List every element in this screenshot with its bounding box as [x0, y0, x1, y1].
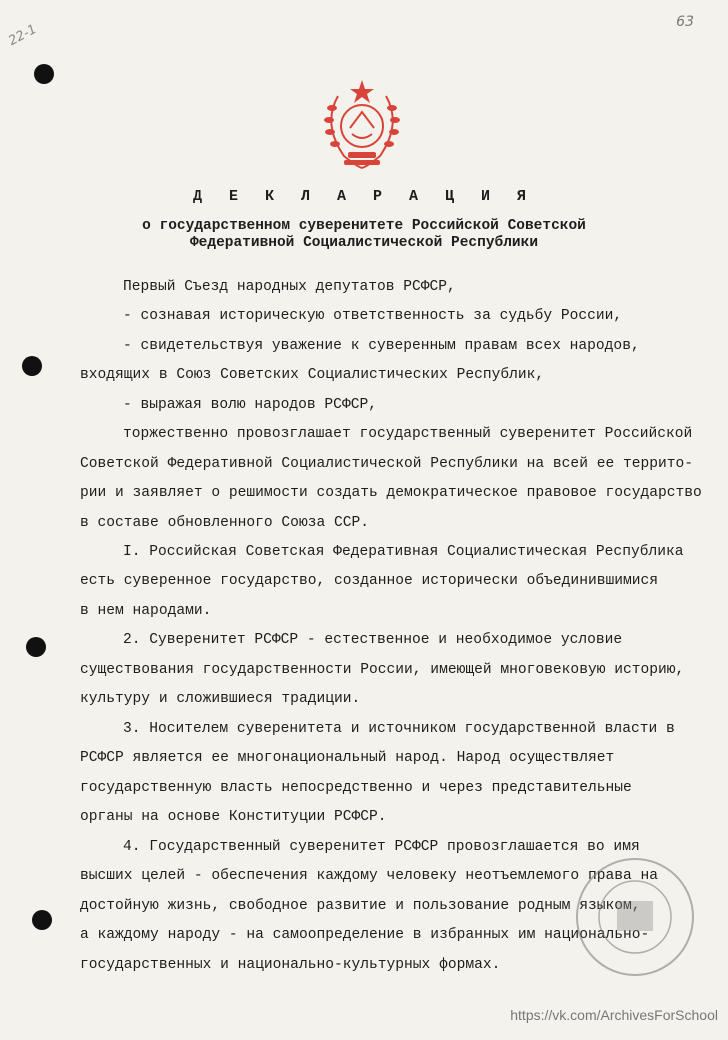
body-line: Первый Съезд народных депутатов РСФСР, [123, 279, 456, 295]
body-line: - выражая волю народов РСФСР, [123, 397, 377, 413]
archive-stamp [573, 855, 697, 979]
rsfsr-emblem-icon [318, 78, 406, 170]
body-line: культуру и сложившиеся традиции. [80, 691, 361, 707]
body-line: I. Российская Советская Федеративная Социалистическая Республика [123, 544, 684, 560]
body-line: 3. Носителем суверенитета и источником государственной власти в [123, 721, 675, 737]
punch-hole [26, 637, 46, 657]
body-line: рии и заявляет о решимости создать демократическое правовое государство [80, 485, 702, 501]
body-line: - сознавая историческую ответственность за судьбу России, [123, 308, 623, 324]
page-number: 63 [676, 14, 694, 30]
body-line: РСФСР является ее многонациональный народ. Народ осуществляет [80, 750, 615, 766]
body-line: высших целей - обеспечения каждому человеку неотъемлемого права на [80, 868, 659, 884]
punch-hole [22, 356, 42, 376]
body-line: в нем народами. [80, 603, 212, 619]
body-line: государственную власть непосредственно и через представительные [80, 780, 632, 796]
document-title: Д Е К Л А Р А Ц И Я [192, 188, 536, 205]
body-line: в составе обновленного Союза ССР. [80, 515, 370, 531]
body-line: а каждому народу - на самоопределение в избранных им национально- [80, 927, 650, 943]
body-line: Советской Федеративной Социалистической Республики на всей ее террито- [80, 456, 694, 472]
body-line: 4. Государственный суверенитет РСФСР провозглашается во имя [123, 839, 640, 855]
punch-hole [32, 910, 52, 930]
body-line: государственных и национально-культурных формах. [80, 957, 501, 973]
pencil-annotation: 22-1 [6, 21, 40, 50]
watermark-url: https://vk.com/ArchivesForSchool [510, 1007, 718, 1023]
body-line: есть суверенное государство, созданное исторически объединившимися [80, 573, 659, 589]
body-line: достойную жизнь, свободное развитие и пользование родным языком, [80, 898, 641, 914]
body-line: 2. Суверенитет РСФСР - естественное и необходимое условие [123, 632, 623, 648]
body-line: торжественно провозглашает государственный суверенитет Российской [123, 426, 693, 442]
body-line: - свидетельствуя уважение к суверенным правам всех народов, [123, 338, 640, 354]
body-line: входящих в Союз Советских Социалистических Республик, [80, 367, 545, 383]
subtitle-line: о государственном суверенитете Российской Советской [142, 218, 586, 234]
punch-hole [34, 64, 54, 84]
document-subtitle [0, 218, 728, 252]
body-line: органы на основе Конституции РСФСР. [80, 809, 387, 825]
subtitle-line: Федеративной Социалистической Республики [189, 235, 539, 251]
body-line: существования государственности России, имеющей многовековую историю, [80, 662, 685, 678]
